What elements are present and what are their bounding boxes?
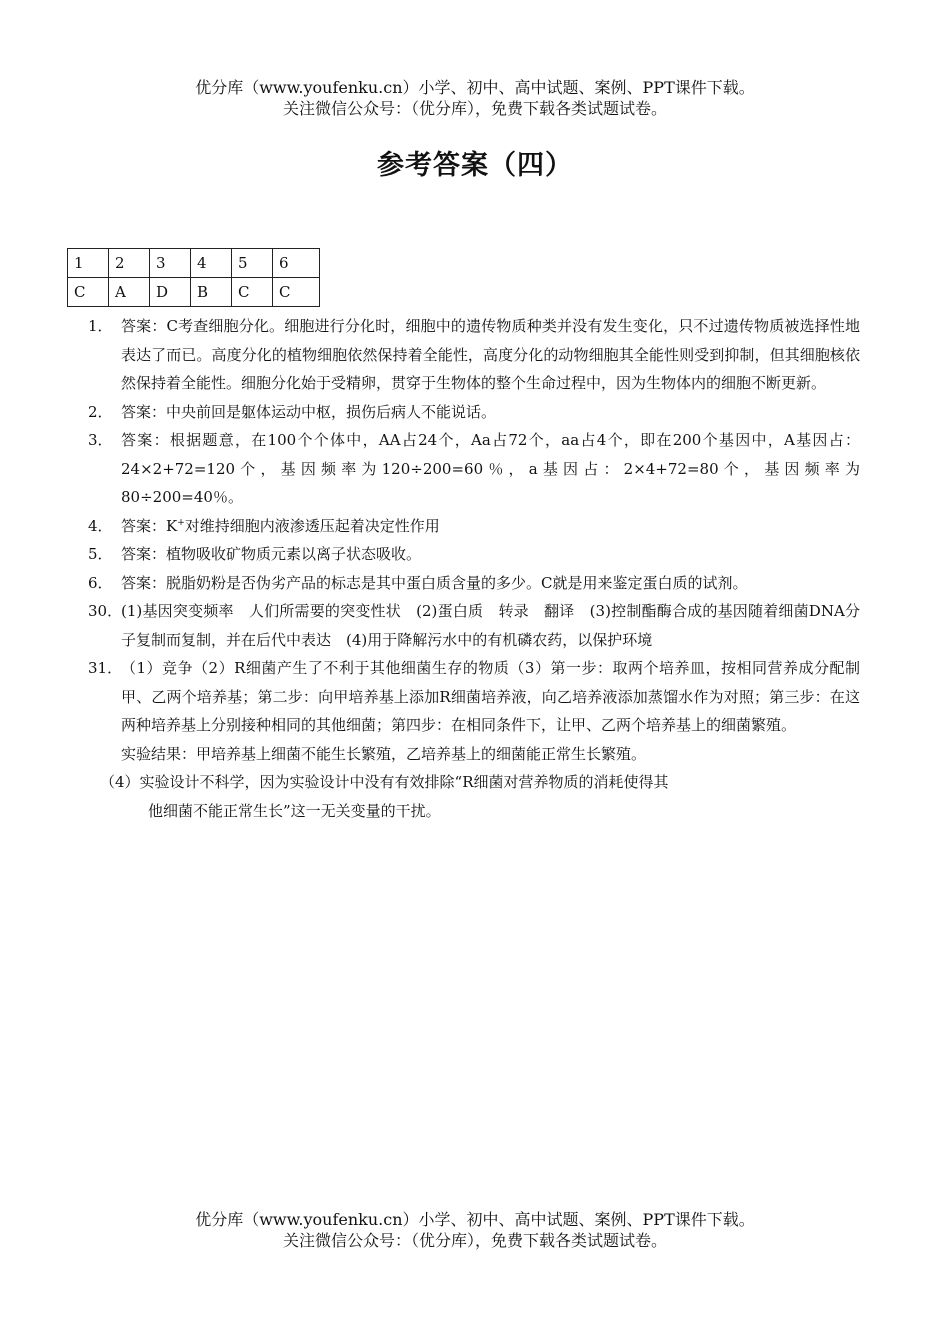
item-number: 5． — [88, 545, 113, 563]
answer-item-30 — [88, 597, 860, 654]
table-cell: 4 — [191, 249, 232, 278]
item-text-superscript: + — [177, 517, 185, 528]
item-number: 1． — [88, 317, 113, 335]
item-text-post: 对维持细胞内液渗透压起着决定性作用 — [184, 516, 440, 535]
item-text: 答案：中央前回是躯体运动中枢，损伤后病人不能说话。 — [121, 402, 497, 421]
item-number: 30． — [88, 602, 123, 620]
page-header — [0, 77, 950, 119]
table-cell: 2 — [109, 249, 150, 278]
table-cell: 5 — [232, 249, 273, 278]
item-text: 答案：脱脂奶粉是否伪劣产品的标志是其中蛋白质含量的多少。C就是用来鉴定蛋白质的试剂。 — [121, 573, 748, 592]
answer-item-1 — [88, 312, 860, 398]
page-footer — [0, 1209, 950, 1251]
answer-item-2 — [88, 398, 860, 427]
experiment-result: 实验结果：甲培养基上细菌不能生长繁殖，乙培养基上的细菌能正常生长繁殖。 — [121, 744, 647, 763]
table-cell: D — [150, 278, 191, 307]
part4-line-1: （4）实验设计不科学，因为实验设计中没有有效排除“R细菌对营养物质的消耗使得其 — [100, 773, 669, 791]
answer-item-31 — [88, 654, 860, 740]
answer-table-answers-row — [68, 278, 320, 307]
answer-explanations — [88, 312, 860, 825]
footer-line-1: 优分库（www.youfenku.cn）小学、初中、高中试题、案例、PPT课件下载。 — [195, 1210, 755, 1229]
table-cell: A — [109, 278, 150, 307]
item-number: 2． — [88, 402, 113, 421]
answer-item-3 — [88, 426, 860, 512]
item-text-pre: 答案：K — [121, 516, 178, 535]
table-cell: 3 — [150, 249, 191, 278]
table-cell: 1 — [68, 249, 109, 278]
item-number: 31． — [88, 659, 123, 677]
part4-line-2: 他细菌不能正常生长”这一无关变量的干扰。 — [148, 801, 441, 820]
table-cell: 6 — [273, 249, 320, 278]
header-line-2: 关注微信公众号：（优分库），免费下载各类试题试卷。 — [282, 99, 667, 118]
item-number: 4． — [88, 516, 113, 535]
footer-line-2: 关注微信公众号：（优分库），免费下载各类试题试卷。 — [282, 1231, 667, 1250]
item-text: 答案：植物吸收矿物质元素以离子状态吸收。 — [121, 545, 422, 563]
table-cell: B — [191, 278, 232, 307]
header-line-1: 优分库（www.youfenku.cn）小学、初中、高中试题、案例、PPT课件下载。 — [195, 78, 755, 97]
answer-item-6 — [88, 569, 860, 598]
item-text: (1)基因突变频率 人们所需要的突变性状 (2)蛋白质 转录 翻译 (3)控制酯酶合成的基因随着细菌DNA分子复制而复制，并在后代中表达 (4)用于降解污水中的有机磷农药，以保护环境 — [121, 602, 860, 649]
table-cell: C — [68, 278, 109, 307]
item-text: 答案：C考查细胞分化。细胞进行分化时，细胞中的遗传物质种类并没有发生变化，只不过遗传物质被选择性地表达了而已。高度分化的植物细胞依然保持着全能性，高度分化的动物细胞其全能性则受到抑制，但其细胞核依然保持着全能性。细胞分化始于受精卵，贯穿于生物体的整个生命过程中，因为生物体内的细胞不断更新。 — [121, 317, 860, 392]
answer-table — [67, 248, 320, 307]
answer-item-5 — [88, 540, 860, 569]
table-cell: C — [273, 278, 320, 307]
item-text: （1）竞争（2）R细菌产生了不利于其他细菌生存的物质（3）第一步：取两个培养皿，按相同营养成分配制甲、乙两个培养基；第二步：向甲培养基上添加R细菌培养液，向乙培养液添加蒸馏水作为对照；第三步：在这两种培养基上分别接种相同的其他细菌；第四步：在相同条件下，让甲、乙两个培养基上的细菌繁殖。 — [121, 659, 860, 734]
page-title: 参考答案（四） — [377, 150, 573, 181]
table-cell: C — [232, 278, 273, 307]
item-number: 3． — [88, 431, 113, 449]
item-text: 答案：根据题意，在100个个体中，AA占24个，Aa占72个，aa占4个，即在200个基因中，A基因占：24×2+72=120个，基因频率为120÷200=60％，a基因占：2×4+72=80个，基因频率为80÷200=40％。 — [121, 431, 860, 506]
item-number: 6． — [88, 573, 113, 592]
answer-table-numbers-row — [68, 249, 320, 278]
answer-item-4 — [88, 512, 860, 541]
